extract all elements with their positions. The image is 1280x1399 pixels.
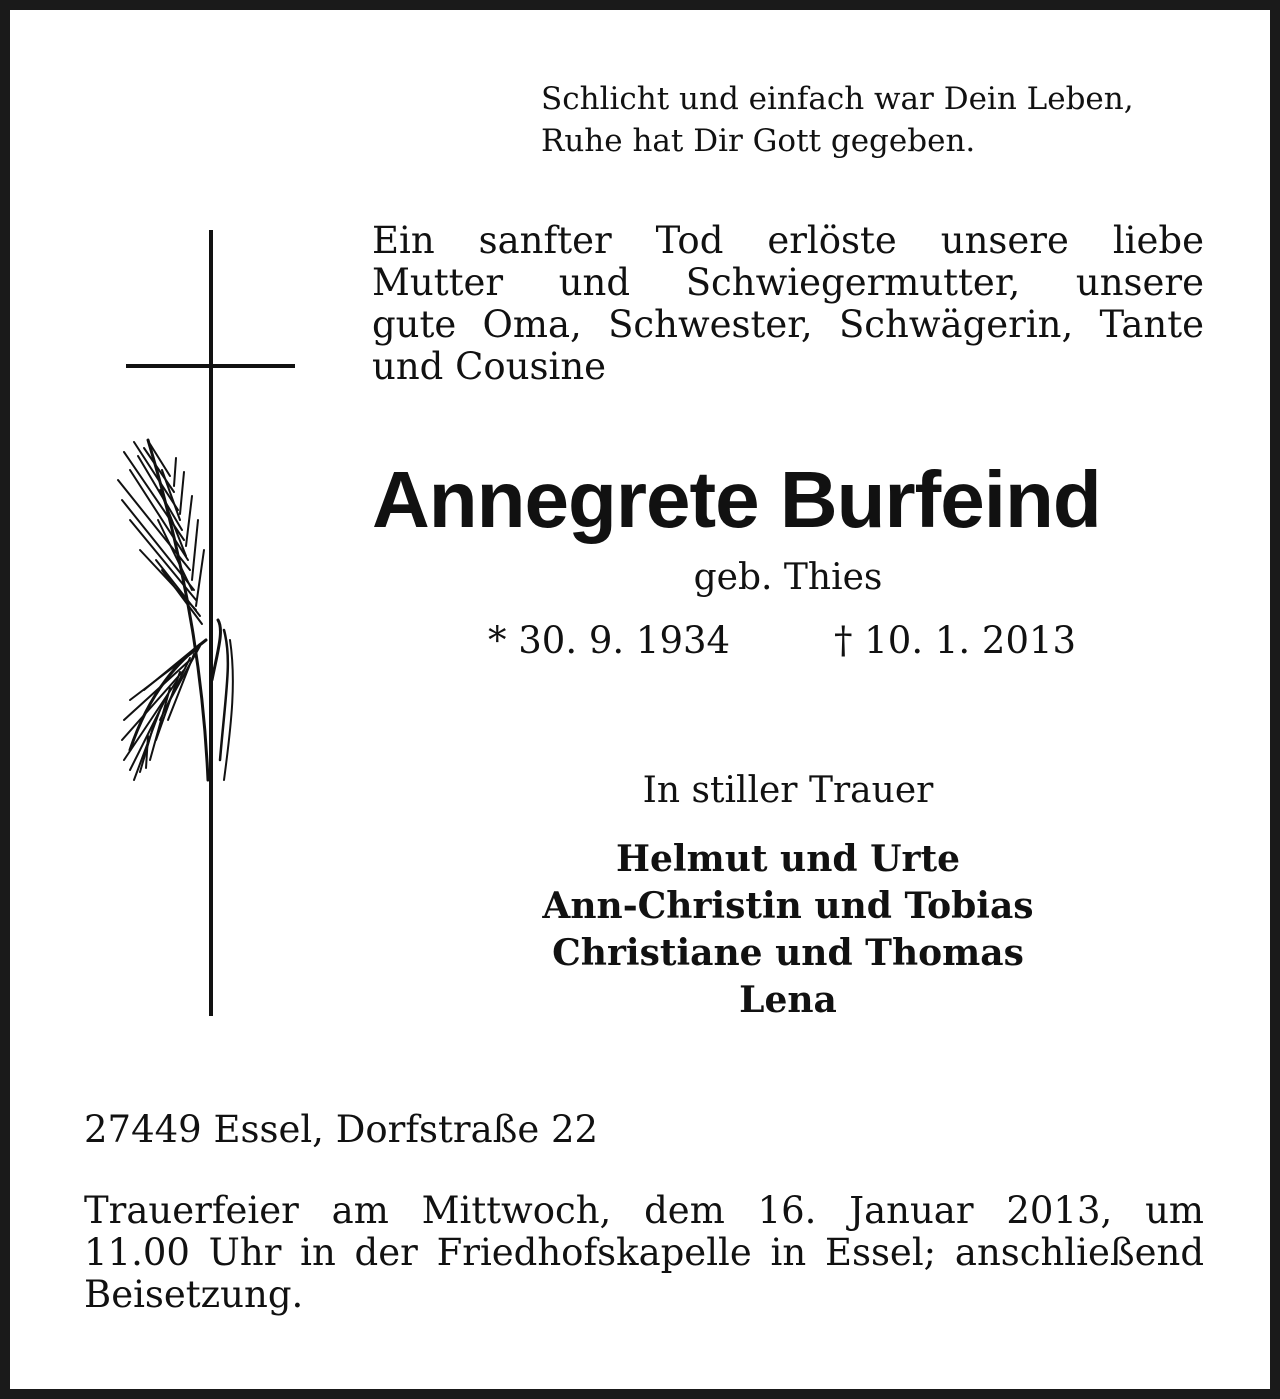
intro-line: gute Oma, Schwester, Schwägerin, Tante — [372, 303, 1204, 346]
intro-line: Ein sanfter Tod erlöste unsere liebe — [372, 219, 1204, 262]
funeral-line: 11.00 Uhr in der Friedhofskapelle in Essel; anschließend — [84, 1231, 1204, 1274]
mourner-name: Helmut und Urte — [616, 838, 960, 880]
intro-line: Mutter und Schwiegermutter, unsere — [372, 261, 1204, 304]
intro-line: und Cousine — [372, 345, 607, 388]
motto-line: Ruhe hat Dir Gott gegeben. — [541, 123, 976, 159]
mourning-heading: In stiller Trauer — [642, 770, 934, 811]
mourners-list — [372, 836, 1204, 1024]
death-date: † 10. 1. 2013 — [834, 619, 1077, 662]
mourner-name: Ann-Christin und Tobias — [542, 885, 1034, 927]
motto-line: Schlicht und einfach war Dein Leben, — [541, 81, 1134, 117]
mourner-name: Christiane und Thomas — [552, 932, 1024, 974]
address: 27449 Essel, Dorfstraße 22 — [84, 1108, 599, 1151]
funeral-line: Beisetzung. — [84, 1273, 304, 1316]
birth-date: * 30. 9. 1934 — [488, 619, 731, 662]
mourner-name: Lena — [739, 979, 837, 1021]
birth-name: geb. Thies — [693, 557, 883, 598]
funeral-line: Trauerfeier am Mittwoch, dem 16. Januar 2013, um — [84, 1189, 1204, 1232]
cross-illustration — [100, 220, 320, 1030]
cross-icon — [100, 220, 320, 1030]
funeral-notice — [84, 1190, 1204, 1316]
intro-text — [372, 220, 1204, 388]
deceased-name: Annegrete Burfeind — [372, 455, 1101, 544]
motto-verse — [541, 78, 1221, 162]
grass-icon — [118, 440, 233, 780]
